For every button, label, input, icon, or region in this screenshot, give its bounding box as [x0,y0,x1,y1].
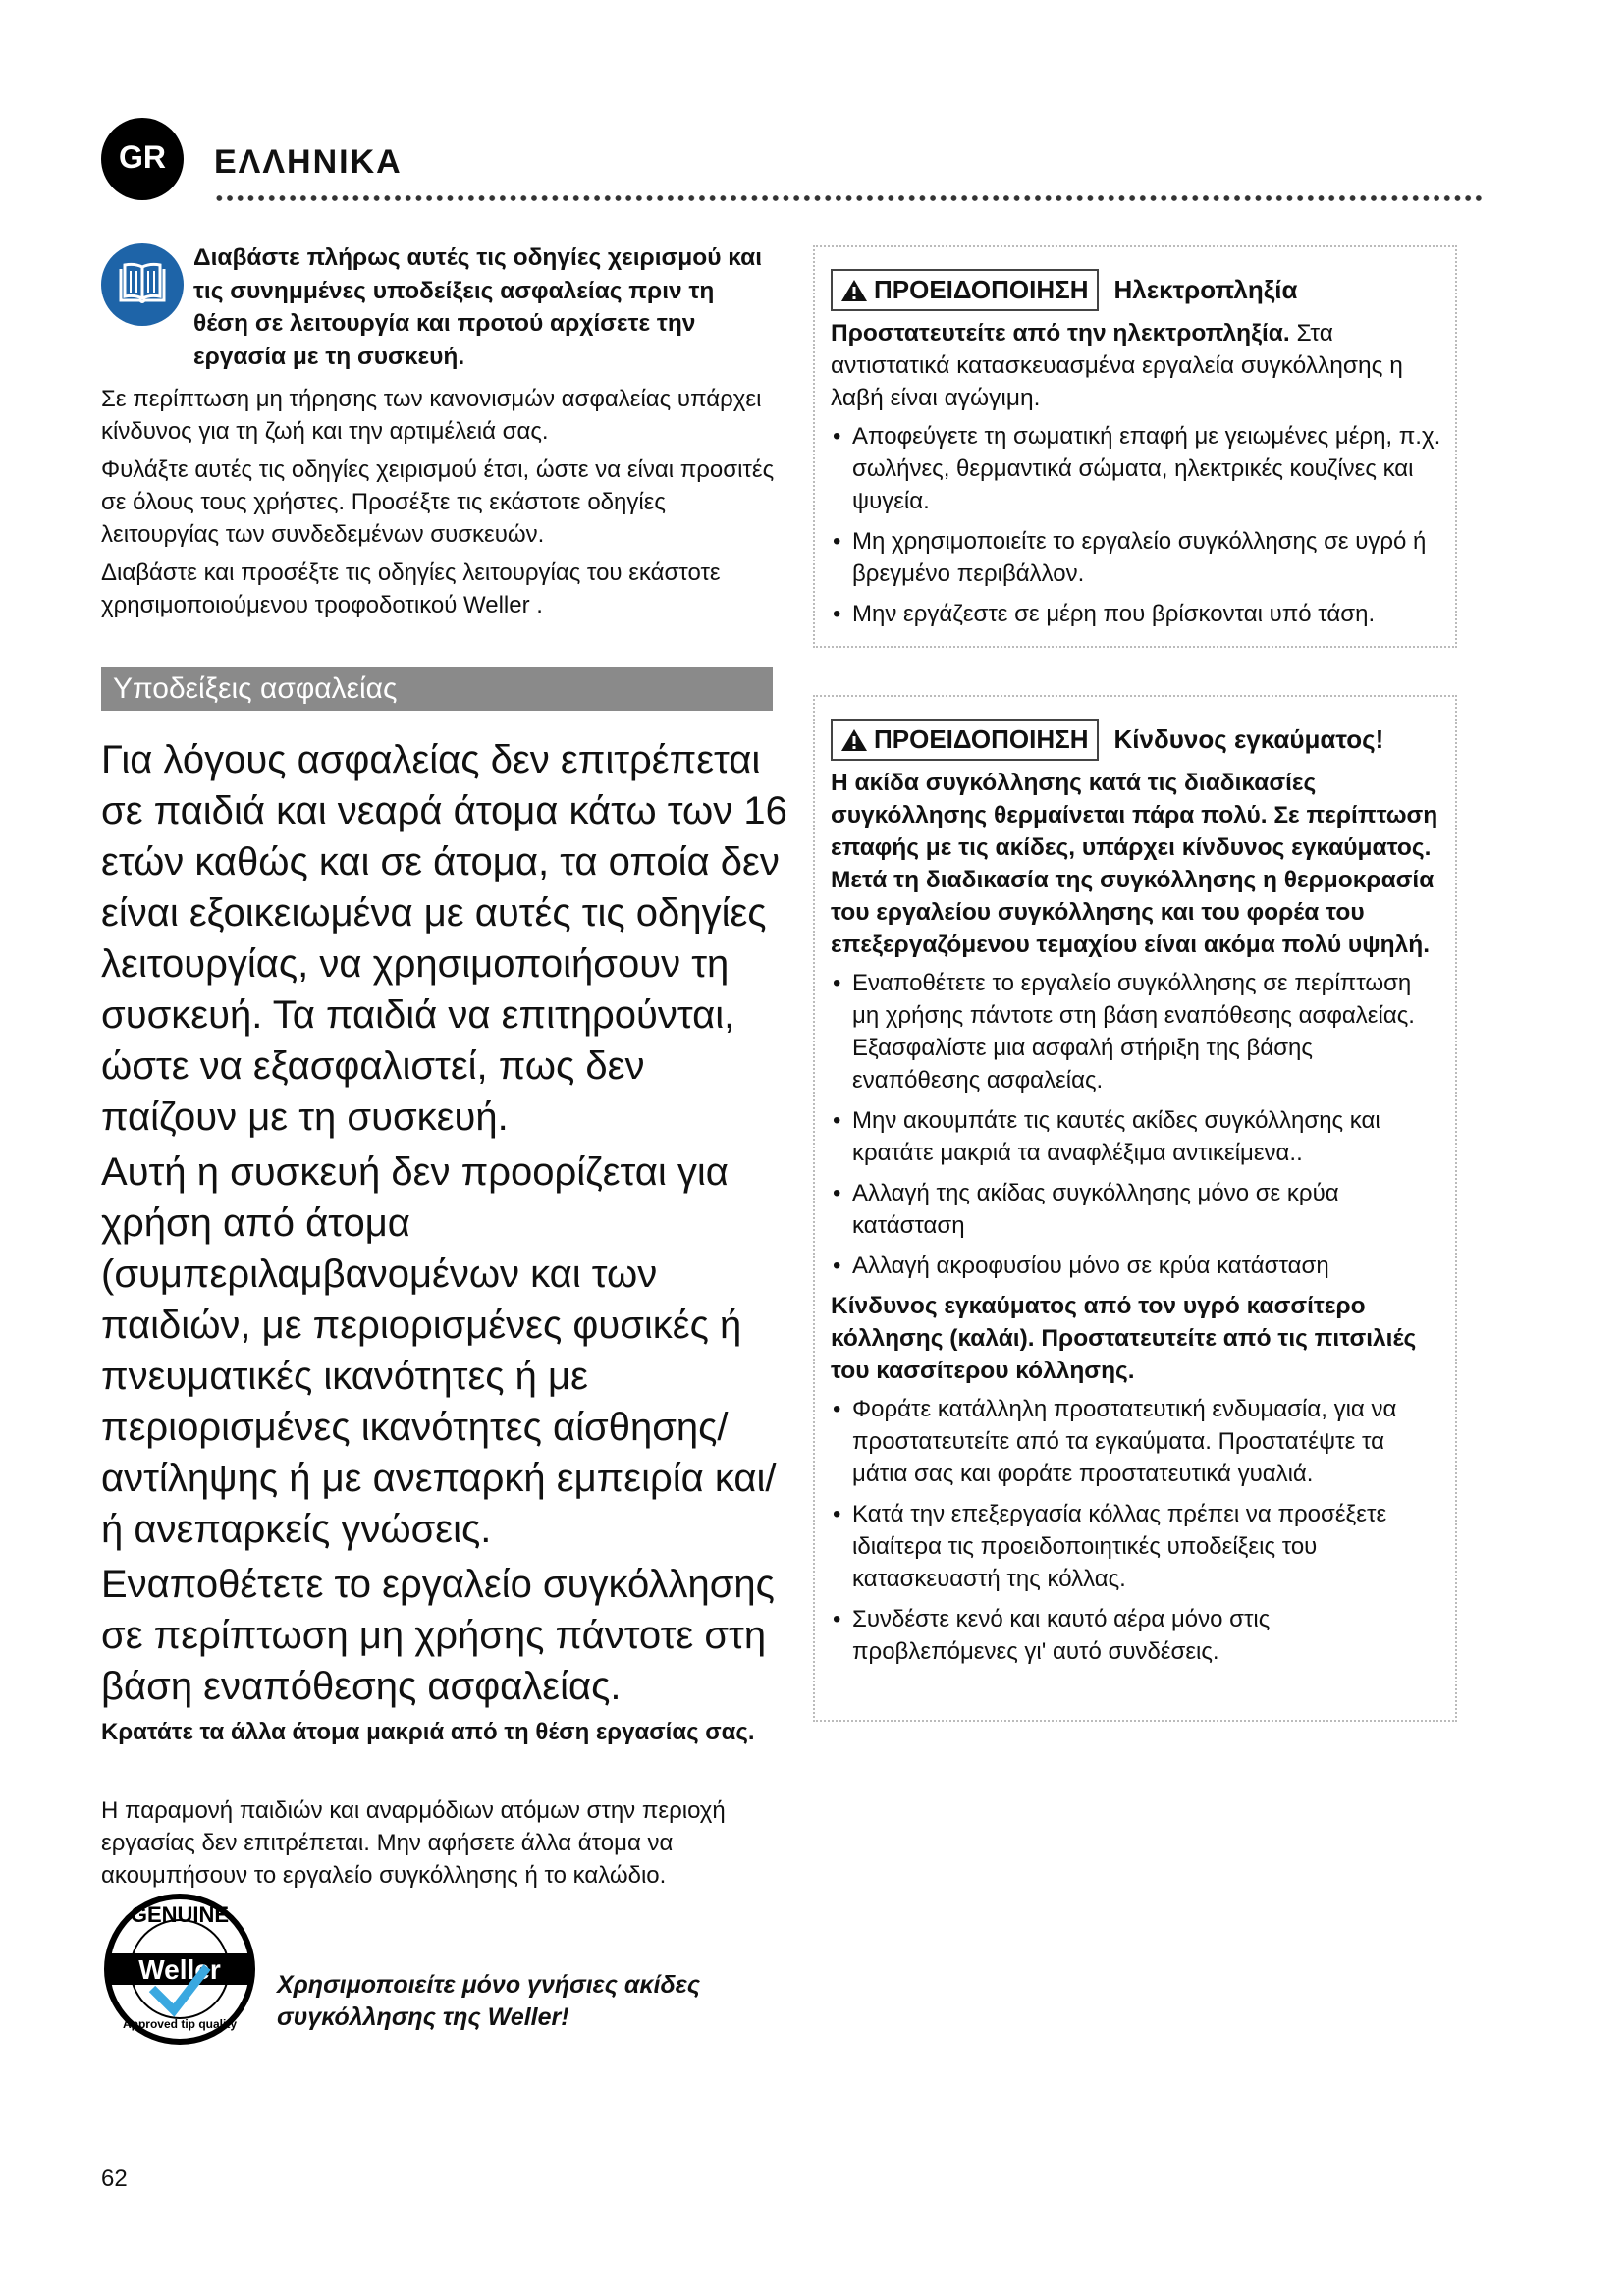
safety-large-text [101,734,788,1716]
svg-text:Weller: Weller [138,1954,221,1985]
section-heading: Υποδείξεις ασφαλείας [101,667,773,711]
safety-paragraph: Αυτή η συσκευή δεν προορίζεται για χρήση από άτομα (συμπεριλαμβανομένων και των παιδιών, με περιορισμένες φυσικές ή πνευματικές ικανότητες ή με περιορισμένες ικανότητες αίσθησης/ αντίληψης ή με ανεπαρκή εμπειρία και/ή ανεπαρκείς γνώσεις. [101,1150,777,1551]
warning-box-electric-shock [813,245,1457,648]
warning-triangle-icon [840,728,868,752]
genuine-weller-logo [101,1891,258,2048]
dotted-divider [214,194,1483,202]
warning-title: Ηλεκτροπληξία [1113,275,1298,304]
keep-away-bold: Κρατάτε τα άλλα άτομα μακριά από τη θέση εργασίας σας. [101,1719,755,1745]
list-item: • Συνδέστε κενό και καυτό αέρα μόνο στις προβλεπόμενες γι' αυτό συνδέσεις. [831,1603,1441,1668]
intro-paragraph: Σε περίπτωση μη τήρησης των κανονισμών ασφαλείας υπάρχει κίνδυνος για τη ζωή και την αρτιμέλειά σας. [101,386,762,445]
list-item: • Εναποθέτετε το εργαλείο συγκόλλησης σε περίπτωση μη χρήσης πάντοτε στη βάση εναπόθεσης ασφαλείας. Εξασφαλίστε μια ασφαλή στήριξη της βάσης εναπόθεσης ασφαλείας. [831,967,1441,1096]
list-item: • Κατά την επεξεργασία κόλλας πρέπει να προσέξετε ιδιαίτερα τις προειδοποιητικές υποδείξεις του κατασκευαστή της κόλλας. [831,1498,1441,1595]
warning-lead-bold: Προστατευτείτε από την ηλεκτροπληξία. [831,320,1290,347]
keep-away-text: Η παραμονή παιδιών και αναρμόδιων ατόμων στην περιοχή εργασίας δεν επιτρέπεται. Μην αφήσετε άλλα άτομα να ακουμπήσουν το εργαλείο συγκόλλησης ή το καλώδιο. [101,1797,726,1889]
warning-badge [831,269,1099,311]
warning-lead-bold: Η ακίδα συγκόλλησης κατά τις διαδικασίες συγκόλλησης θερμαίνεται πάρα πολύ. Σε περίπτωση επαφής με τις ακίδες, υπάρχει κίνδυνος εγκαύματος. Μετά τη διαδικασία της συγκόλλησης η θερμοκρασία του εργαλείου συγκόλλησης και του φορέα του επεξεργαζόμενου τεμαχίου είναι ακόμα πολύ υψηλή. [831,770,1438,958]
warning-box-burn-risk [813,695,1457,1722]
page-number: 62 [101,2165,128,2192]
list-item: • Μην ακουμπάτε τις καυτές ακίδες συγκόλλησης και κρατάτε μακριά τα αναφλέξιμα αντικείμενα.. [831,1104,1441,1169]
warning-triangle-icon [840,279,868,302]
list-item: • Φοράτε κατάλληλη προστατευτική ενδυμασία, για να προστατευτείτε από τα εγκαύματα. Προστατέψτε τα μάτια σας και φοράτε προστατευτικά γυαλιά. [831,1393,1441,1490]
list-item: • Αλλαγή της ακίδας συγκόλλησης μόνο σε κρύα κατάσταση [831,1177,1441,1242]
genuine-tips-note [277,1969,700,2034]
list-item: • Αποφεύγετε τη σωματική επαφή με γειωμένες μέρη, π.χ. σωλήνες, θερμαντικά σώματα, ηλεκτρικές κουζίνες και ψυγεία. [831,420,1441,517]
svg-text:Approved tip quality: Approved tip quality [122,2017,238,2031]
warning-label: ΠΡΟΕΙΔΟΠΟΙΗΣΗ [874,275,1089,304]
safety-paragraph: Εναποθέτετε το εργαλείο συγκόλλησης σε περίπτωση μη χρήσης πάντοτε στη βάση εναπόθεσης ασφαλείας. [101,1563,775,1708]
language-title: ΕΛΛΗΝΙΚΑ [214,143,403,181]
safety-paragraph: Για λόγους ασφαλείας δεν επιτρέπεται σε παιδιά και νεαρά άτομα κάτω των 16 ετών καθώς και σε άτομα, τα οποία δεν είναι εξοικειωμένα με αυτές τις οδηγίες λειτουργίας, να χρησιμοποιήσουν τη συσκευή. Τα παιδιά να επιτηρούνται, ώστε να εξασφαλιστεί, πως δεν παίζουν με τη συσκευή. [101,738,787,1139]
language-badge: GR [101,118,184,200]
list-item: • Αλλαγή ακροφυσίου μόνο σε κρύα κατάσταση [831,1250,1441,1282]
warning-title: Κίνδυνος εγκαύματος! [1113,724,1384,754]
warning-label: ΠΡΟΕΙΔΟΠΟΙΗΣΗ [874,724,1089,754]
svg-text:GENUINE: GENUINE [130,1902,230,1927]
list-item: • Μη χρησιμοποιείτε το εργαλείο συγκόλλησης σε υγρό ή βρεγμένο περιβάλλον. [831,525,1441,590]
warning-mid-bold: Κίνδυνος εγκαύματος από τον υγρό κασσίτερο κόλλησης (καλάι). Προστατευτείτε από τις πιτσιλιές του κασσίτερου κόλλησης. [831,1293,1417,1384]
warning-badge [831,719,1099,761]
intro-warning-bold: Διαβάστε πλήρως αυτές τις οδηγίες χειρισμού και τις συνημμένες υποδείξεις ασφαλείας πριν τη θέση σε λειτουργία και προτού αρχίσετε την εργασία με τη συσκευή. [193,244,763,370]
intro-paragraph: Φυλάξτε αυτές τις οδηγίες χειρισμού έτσι, ώστε να είναι προσιτές σε όλους τους χρήστες. Προσέξτε τις εκάστοτε οδηγίες λειτουργίας των συνδεδεμένων συσκευών. [101,456,775,548]
warning-lead-text: Στα αντιστατικά κατασκευασμένα εργαλεία συγκόλλησης η λαβή είναι αγώγιμη. [831,320,1403,411]
read-manual-icon [101,243,184,326]
intro-paragraph: Διαβάστε και προσέξτε τις οδηγίες λειτουργίας του εκάστοτε χρησιμοποιούμενου τροφοδοτικού Weller . [101,560,721,618]
list-item: • Μην εργάζεστε σε μέρη που βρίσκονται υπό τάση. [831,598,1441,630]
intro-paragraphs [101,383,779,627]
genuine-tips-line: Χρησιμοποιείτε μόνο γνήσιες ακίδες [277,1971,701,1999]
genuine-tips-line: συγκόλλησης της Weller! [277,2003,569,2031]
